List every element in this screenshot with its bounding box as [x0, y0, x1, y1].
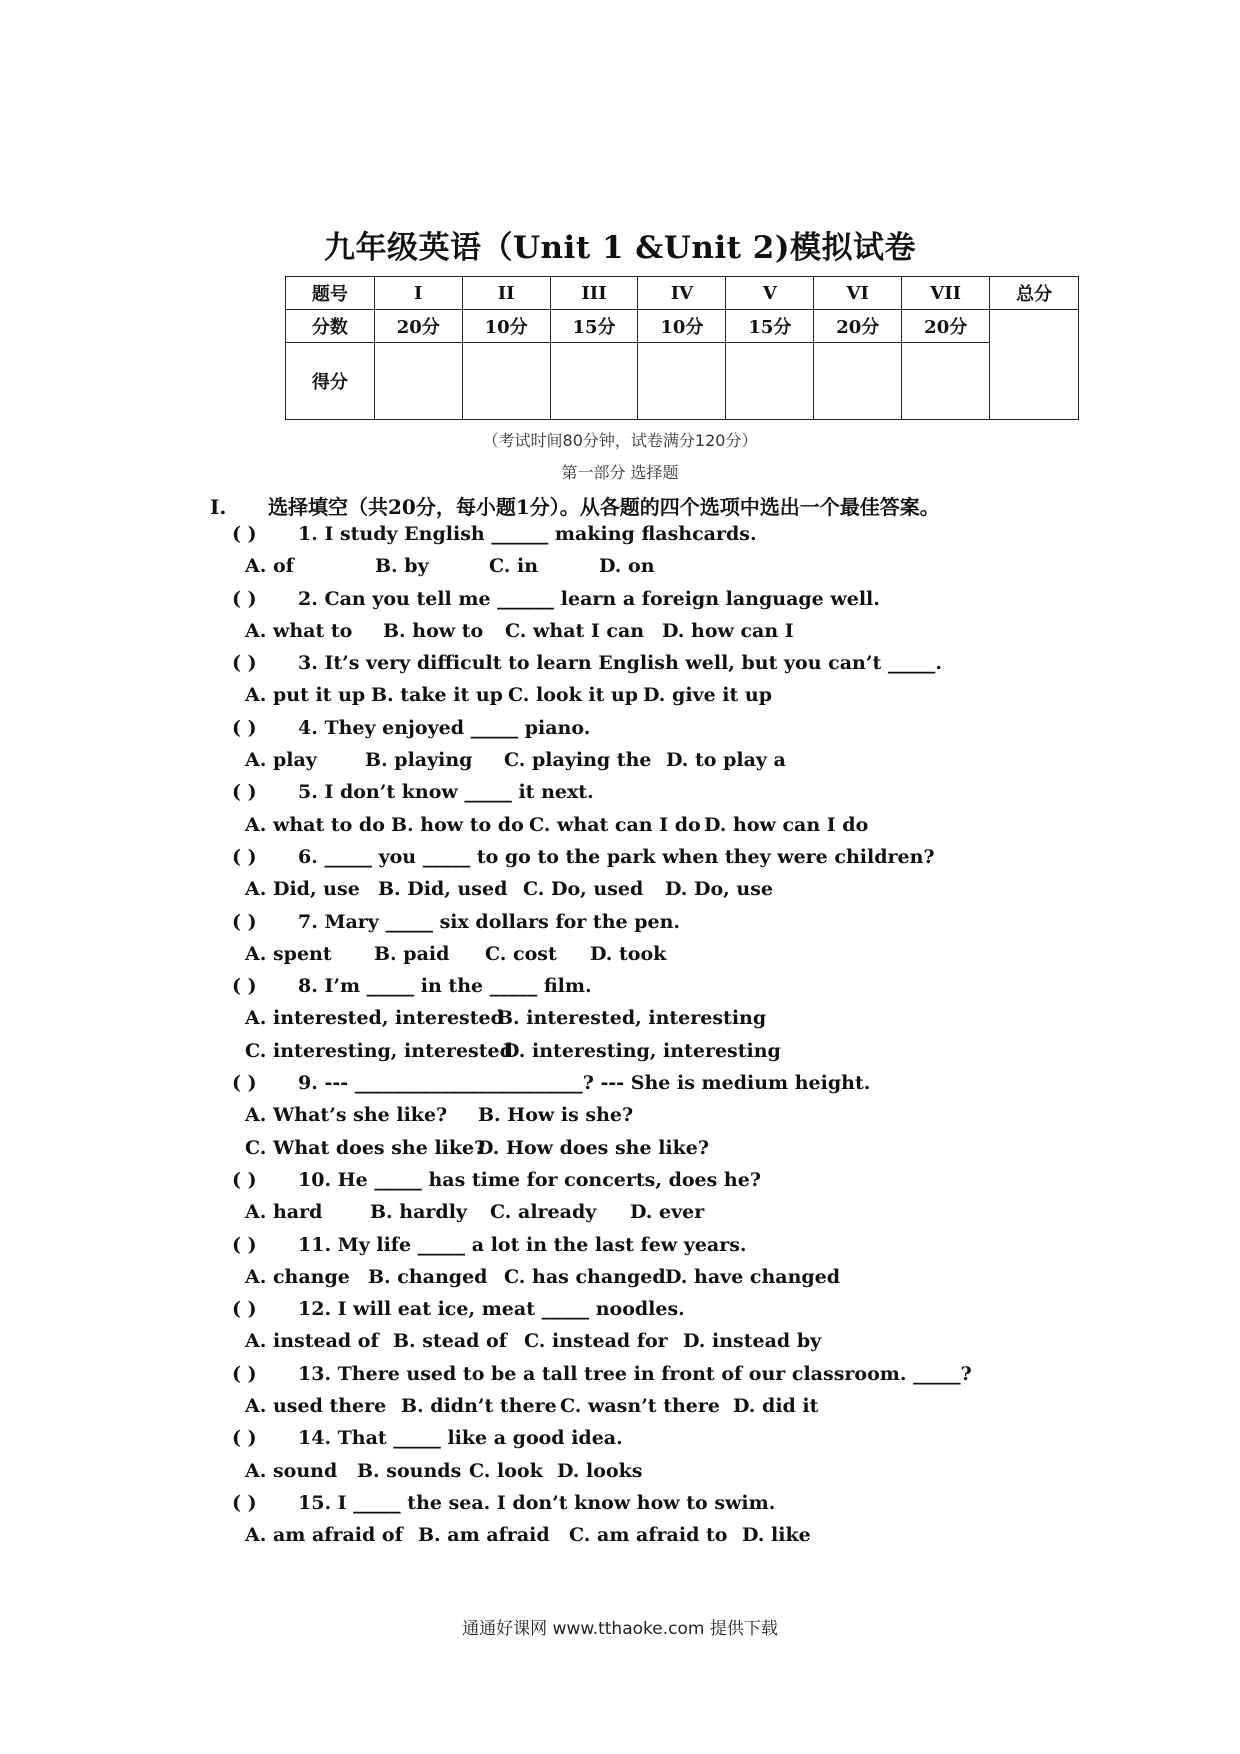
section-number: I.: [210, 495, 227, 519]
question-item: [0, 712, 1240, 744]
answer-option[interactable]: C. already: [490, 1201, 597, 1224]
question-text: 3. It’s very difficult to learn English well, but you can’t _____.: [298, 652, 942, 675]
answer-option[interactable]: C. playing the: [504, 749, 652, 772]
earned-score-cell[interactable]: [902, 343, 990, 420]
earned-score-cell[interactable]: [550, 343, 638, 420]
answer-option[interactable]: B. changed: [368, 1265, 488, 1288]
answer-option[interactable]: A. instead of: [245, 1330, 379, 1353]
points-label-cell: 分数: [286, 310, 375, 343]
question-text: 15. I _____ the sea. I don’t know how to swim.: [298, 1491, 776, 1514]
answer-option[interactable]: A. of: [245, 555, 294, 578]
answer-option[interactable]: C. has changed: [504, 1265, 666, 1288]
options-line: [0, 1035, 1240, 1067]
answer-option[interactable]: B. take it up: [371, 684, 503, 707]
column-header-cell: V: [726, 277, 814, 310]
question-item: [0, 518, 1240, 550]
answer-option[interactable]: B. Did, used: [378, 878, 508, 901]
answer-option[interactable]: A. play: [245, 749, 317, 772]
options-line: [0, 1196, 1240, 1228]
options-line: [0, 1099, 1240, 1131]
answer-option[interactable]: B. paid: [374, 942, 450, 965]
answer-blank[interactable]: ( ): [232, 1298, 257, 1321]
answer-option[interactable]: D. how can I do: [704, 813, 869, 836]
answer-option[interactable]: B. stead of: [393, 1330, 507, 1353]
question-text: 4. They enjoyed _____ piano.: [298, 716, 591, 739]
answer-blank[interactable]: ( ): [232, 523, 257, 545]
column-header-cell: III: [550, 277, 638, 310]
answer-option[interactable]: A. used there: [245, 1395, 387, 1418]
total-header-cell: 总分: [990, 277, 1079, 310]
question-item: [0, 1164, 1240, 1196]
footer-credit: 通通好课网 www.tthaoke.com 提供下载: [462, 1619, 778, 1639]
answer-option[interactable]: A. What’s she like?: [245, 1104, 448, 1127]
earned-score-cell[interactable]: [374, 343, 462, 420]
options-line: [0, 1325, 1240, 1357]
answer-blank[interactable]: ( ): [232, 781, 257, 804]
score-table-header-row: [286, 277, 1079, 310]
answer-option[interactable]: C. wasn’t there: [560, 1395, 720, 1418]
answer-option[interactable]: B. interested, interesting: [497, 1007, 767, 1030]
question-item: [0, 1293, 1240, 1325]
question-item: [0, 647, 1240, 679]
answer-option[interactable]: C. what can I do: [529, 813, 701, 836]
answer-option[interactable]: A. am afraid of: [245, 1524, 403, 1547]
question-text: 8. I’m _____ in the _____ film.: [298, 975, 592, 998]
options-line: [0, 938, 1240, 970]
answer-option[interactable]: B. how to: [383, 619, 484, 642]
answer-option[interactable]: C. look: [469, 1459, 543, 1482]
column-header-cell: IV: [638, 277, 726, 310]
answer-option[interactable]: D. instead by: [683, 1330, 822, 1353]
answer-option[interactable]: C. interesting, interested: [245, 1039, 513, 1062]
score-table-earned-row: [286, 343, 1079, 420]
answer-option[interactable]: A. what to: [245, 619, 353, 642]
answer-blank[interactable]: ( ): [232, 845, 257, 868]
answer-blank[interactable]: ( ): [232, 587, 257, 610]
options-line: [0, 809, 1240, 841]
earned-score-cell[interactable]: [814, 343, 902, 420]
question-text: 6. _____ you _____ to go to the park when they were children?: [298, 845, 935, 868]
options-line: [0, 1519, 1240, 1551]
answer-option[interactable]: C. Do, used: [523, 878, 644, 901]
question-item: [0, 583, 1240, 615]
question-text: 2. Can you tell me ______ learn a foreign language well.: [298, 587, 880, 610]
points-cell: 20分: [902, 310, 990, 343]
question-item: [0, 776, 1240, 808]
answer-option[interactable]: A. interested, interested: [245, 1007, 504, 1030]
earned-score-cell[interactable]: [638, 343, 726, 420]
header-label-cell: 题号: [286, 277, 375, 310]
question-text: 11. My life _____ a lot in the last few years.: [298, 1233, 747, 1256]
options-line: [0, 1261, 1240, 1293]
answer-option[interactable]: C. look it up: [508, 684, 639, 707]
answer-option[interactable]: D. to play a: [666, 749, 786, 772]
answer-blank[interactable]: ( ): [232, 1427, 257, 1450]
question-item: [0, 1487, 1240, 1519]
answer-blank[interactable]: ( ): [232, 910, 257, 933]
answer-option[interactable]: B. am afraid: [418, 1524, 550, 1547]
answer-option[interactable]: D. ever: [630, 1201, 705, 1224]
answer-option[interactable]: A. put it up: [245, 684, 366, 707]
options-line: [0, 1390, 1240, 1422]
options-line: [0, 679, 1240, 711]
question-text: 13. There used to be a tall tree in front of our classroom. _____?: [298, 1362, 972, 1385]
score-table-points-row: [286, 310, 1079, 343]
options-line: [0, 1132, 1240, 1164]
answer-option[interactable]: C. instead for: [524, 1330, 668, 1353]
answer-option[interactable]: A. change: [245, 1265, 350, 1288]
question-text: 5. I don’t know _____ it next.: [298, 781, 594, 804]
answer-option[interactable]: B. sounds: [357, 1459, 462, 1482]
points-cell: 15分: [550, 310, 638, 343]
answer-option[interactable]: A. sound: [245, 1459, 338, 1482]
answer-blank[interactable]: ( ): [232, 1233, 257, 1256]
answer-blank[interactable]: ( ): [232, 1491, 257, 1514]
column-header-cell: VI: [814, 277, 902, 310]
total-score-cell[interactable]: [990, 310, 1079, 420]
answer-option[interactable]: A. what to do: [245, 813, 385, 836]
column-header-cell: VII: [902, 277, 990, 310]
part-title: 第一部分 选择题: [561, 463, 679, 482]
column-header-cell: I: [374, 277, 462, 310]
answer-option[interactable]: A. spent: [245, 942, 332, 965]
answer-option[interactable]: A. hard: [245, 1201, 323, 1224]
answer-option[interactable]: D. Do, use: [665, 878, 774, 901]
options-line: [0, 744, 1240, 776]
question-item: [0, 1358, 1240, 1390]
question-text: 1. I study English ______ making flashcards.: [298, 523, 757, 545]
question-text: 9. --- ________________________? --- She is medium height.: [298, 1072, 871, 1095]
answer-option[interactable]: D. on: [599, 555, 655, 578]
section-instruction: 选择填空（共20分，每小题1分）。从各题的四个选项中选出一个最佳答案。: [268, 495, 940, 519]
points-cell: 10分: [638, 310, 726, 343]
question-item: [0, 906, 1240, 938]
answer-option[interactable]: D. have changed: [665, 1265, 841, 1288]
points-cell: 20分: [374, 310, 462, 343]
answer-option[interactable]: B. hardly: [370, 1201, 467, 1224]
question-item: [0, 841, 1240, 873]
answer-option[interactable]: A. Did, use: [245, 878, 360, 901]
answer-option[interactable]: D. did it: [733, 1395, 819, 1418]
answer-option[interactable]: B. How is she?: [478, 1104, 634, 1127]
column-header-cell: II: [462, 277, 550, 310]
answer-option[interactable]: D. how can I: [662, 619, 794, 642]
answer-option[interactable]: C. what I can: [505, 619, 645, 642]
question-text: 12. I will eat ice, meat _____ noodles.: [298, 1298, 685, 1321]
answer-blank[interactable]: ( ): [232, 1168, 257, 1191]
answer-option[interactable]: D. How does she like?: [477, 1136, 710, 1159]
score-label-cell: 得分: [286, 343, 375, 420]
options-line: [0, 615, 1240, 647]
answer-blank[interactable]: ( ): [232, 652, 257, 675]
exam-note: （考试时间80分钟，试卷满分120分）: [482, 431, 758, 450]
score-table: [285, 276, 1079, 420]
earned-score-cell[interactable]: [726, 343, 814, 420]
options-line: [0, 550, 1240, 582]
question-item: [0, 1229, 1240, 1261]
answer-blank[interactable]: ( ): [232, 1362, 257, 1385]
answer-blank[interactable]: ( ): [232, 975, 257, 998]
answer-option[interactable]: D. give it up: [643, 684, 772, 707]
answer-option[interactable]: C. in: [489, 555, 539, 578]
answer-option[interactable]: D. interesting, interesting: [503, 1039, 781, 1062]
question-list: [0, 518, 1240, 1552]
question-text: 10. He _____ has time for concerts, does he?: [298, 1168, 761, 1191]
question-item: [0, 1067, 1240, 1099]
question-text: 7. Mary _____ six dollars for the pen.: [298, 910, 681, 933]
section-heading: [210, 491, 940, 520]
answer-option[interactable]: B. playing: [365, 749, 473, 772]
options-line: [0, 1455, 1240, 1487]
answer-option[interactable]: D. took: [590, 942, 667, 965]
options-line: [0, 873, 1240, 905]
earned-score-cell[interactable]: [462, 343, 550, 420]
answer-option[interactable]: D. looks: [557, 1459, 643, 1482]
answer-option[interactable]: D. like: [742, 1524, 811, 1547]
answer-blank[interactable]: ( ): [232, 1072, 257, 1095]
question-item: [0, 970, 1240, 1002]
answer-blank[interactable]: ( ): [232, 716, 257, 739]
page-title: 九年级英语（Unit 1 &Unit 2)模拟试卷: [323, 230, 916, 266]
answer-option[interactable]: B. how to do: [391, 813, 524, 836]
answer-option[interactable]: C. What does she like?: [245, 1136, 486, 1159]
question-item: [0, 1422, 1240, 1454]
answer-option[interactable]: B. by: [375, 555, 429, 578]
answer-option[interactable]: C. cost: [485, 942, 557, 965]
points-cell: 15分: [726, 310, 814, 343]
answer-option[interactable]: B. didn’t there: [401, 1395, 557, 1418]
points-cell: 10分: [462, 310, 550, 343]
options-line: [0, 1002, 1240, 1034]
points-cell: 20分: [814, 310, 902, 343]
answer-option[interactable]: C. am afraid to: [569, 1524, 728, 1547]
question-text: 14. That _____ like a good idea.: [298, 1427, 623, 1450]
